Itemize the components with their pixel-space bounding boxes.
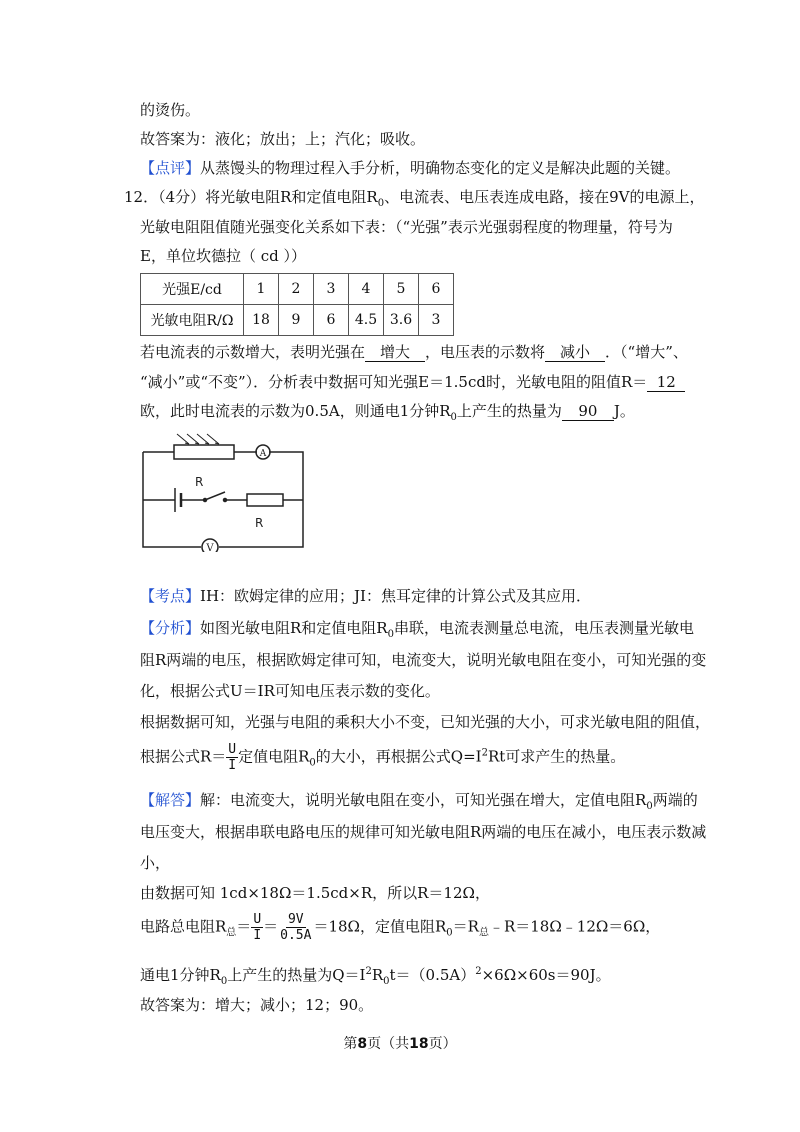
fenxi-tag: 【分析】 (140, 619, 201, 637)
text-line (140, 129, 425, 149)
answer-line (140, 372, 685, 392)
jieda-tag: 【解答】 (140, 791, 201, 809)
photoresistor (174, 434, 234, 459)
text: J。 (613, 402, 635, 420)
text: t＝（0.5A） (389, 966, 476, 984)
ammeter-label: A (259, 449, 267, 459)
text: “减小”或“不变”）．分析表中数据可知光强E＝1.5cd时，光敏电阻的阻值R＝ (140, 373, 648, 391)
kaodian-tag: 【考点】 (140, 587, 201, 605)
denominator: I (253, 928, 262, 943)
table-cell: 3 (314, 274, 349, 305)
voltmeter-label: V (206, 543, 214, 552)
table-header-cell: 光敏电阻R/Ω (141, 305, 244, 336)
text: 电压变大，根据串联电路电压的规律可知光敏电阻R两端的电压在减小，电压表示数减 (140, 823, 707, 841)
resistor-label: R (195, 475, 204, 489)
circuit-diagram (137, 432, 312, 552)
text: E，单位坎德拉（ cd ）） (140, 247, 306, 265)
answer-line (140, 342, 688, 362)
subscript: 0 (446, 927, 453, 939)
text: 上产生的热量为Q＝I (227, 966, 366, 984)
text: Rt可求产生的热量。 (487, 747, 626, 766)
ammeter-icon (256, 445, 270, 459)
text: 的烫伤。 (140, 101, 201, 119)
table-cell: 5 (384, 274, 419, 305)
text: 若电流表的示数增大，表明光强在 (140, 343, 366, 361)
text: 根据数据可知，光强与电阻的乘积大小不变，已知光强的大小，可求光敏电阻的阻值， (140, 713, 711, 731)
text-line (140, 962, 611, 992)
text: ＝ (263, 917, 279, 936)
text: 根据公式R＝ (140, 747, 227, 766)
answer-blank: 90 (562, 402, 614, 421)
formula-line (140, 742, 625, 774)
table-cell: 3 (419, 305, 454, 336)
text: 定值电阻R (238, 747, 310, 766)
text: 电路总电阻R (140, 917, 227, 936)
text: ，电压表的示数将 (425, 343, 546, 361)
text: 阻R两端的电压，根据欧姆定律可知，电流变大，说明光敏电阻在变小，可知光强的变 (140, 651, 707, 669)
superscript: 2 (481, 747, 488, 759)
text: 串联，电流表测量总电流，电压表测量光敏电 (393, 619, 694, 637)
text: ×6Ω×60s＝90J。 (481, 966, 611, 984)
subscript: 总 (226, 927, 237, 939)
table-cell: 9 (279, 305, 314, 336)
text-line (140, 995, 373, 1015)
jieda-line (140, 790, 698, 817)
text: 如图光敏电阻R和定值电阻R (200, 619, 388, 637)
table-row (141, 274, 454, 305)
subscript: 总 (478, 927, 489, 939)
review-tag: 【点评】 (140, 159, 201, 177)
text-line (140, 246, 306, 266)
subscript: 0 (220, 976, 228, 987)
text-line (140, 650, 706, 670)
table-cell: 18 (244, 305, 279, 336)
text: 上产生的热量为 (456, 402, 562, 420)
light-resistance-table (140, 273, 454, 336)
table-cell: 6 (314, 305, 349, 336)
text: 光敏电阻阻值随光强变化关系如下表：（“光强”表示光强弱程度的物理量，符号为 (140, 218, 673, 236)
page-total: 18 (409, 1036, 429, 1052)
text: 由数据可知 1cd×18Ω＝1.5cd×R，所以R＝12Ω， (140, 884, 490, 902)
text: 化，根据公式U＝IR可知电压表示数的变化。 (140, 682, 440, 700)
fraction-u-over-i (251, 912, 263, 943)
text-line (140, 883, 490, 903)
text-line (140, 217, 673, 237)
answer-blank: 减小 (545, 343, 605, 362)
subscript: 0 (387, 629, 394, 640)
text: IH：欧姆定律的应用；JI：焦耳定律的计算公式及其应用． (200, 587, 591, 605)
subscript: 0 (309, 757, 316, 769)
text-line (140, 822, 706, 842)
page-number: 8 (357, 1036, 368, 1052)
table-cell: 4 (349, 274, 384, 305)
text-line (140, 712, 710, 732)
question-12 (124, 187, 705, 214)
table-cell: 4.5 (349, 305, 384, 336)
text-line (140, 853, 170, 873)
text: 12．（4分）将光敏电阻R和定值电阻R (124, 188, 378, 206)
table-header-cell: 光强E/cd (141, 274, 244, 305)
superscript: 2 (475, 966, 482, 977)
table-cell: 1 (244, 274, 279, 305)
text: ＝18Ω，定值电阻R (313, 917, 447, 936)
resistor-label: R (255, 516, 264, 530)
voltmeter-icon (202, 539, 218, 552)
text: R (371, 966, 384, 984)
subscript: 0 (450, 412, 457, 423)
superscript: 2 (365, 966, 372, 977)
subscript: 0 (646, 801, 653, 812)
numerator: U (253, 912, 262, 927)
text: 故答案为：增大；减小；12；90。 (140, 996, 374, 1014)
kaodian-line (140, 586, 591, 606)
review-line (140, 158, 680, 178)
text: ．（“增大”、 (605, 343, 688, 361)
text: 欧，此时电流表的示数为0.5A，则通电1分钟R (140, 402, 451, 420)
text: 、电流表、电压表连成电路，接在9V的电源上， (384, 188, 705, 206)
formula-line (140, 912, 660, 944)
answer-blank: 增大 (365, 343, 425, 362)
subscript: 0 (383, 976, 390, 987)
denominator: I (228, 758, 237, 773)
text: ＝ (236, 917, 252, 936)
text: ＝R (452, 917, 479, 936)
footer-text: 页（共 (367, 1036, 410, 1052)
fraction-9v-over-05a (278, 912, 313, 943)
switch-icon (204, 499, 227, 502)
table-cell: 6 (419, 274, 454, 305)
text: ﹣R＝18Ω﹣12Ω＝6Ω， (488, 917, 661, 936)
battery-icon (175, 488, 181, 512)
table-cell: 3.6 (384, 305, 419, 336)
answer-line (140, 401, 635, 428)
table-cell: 2 (279, 274, 314, 305)
text: 通电1分钟R (140, 966, 221, 984)
text: 小， (140, 854, 171, 872)
text: 的大小，再根据公式Q=I (315, 747, 482, 766)
numerator: U (228, 742, 237, 757)
footer-text: 页） (428, 1036, 457, 1052)
text: 故答案为：液化；放出；上；汽化；吸收。 (140, 130, 426, 148)
subscript: 0 (377, 198, 385, 209)
text: 解：电流变大，说明光敏电阻在变小，可知光强在增大，定值电阻R (200, 791, 647, 809)
text: 两端的 (652, 791, 698, 809)
page-footer (0, 1033, 800, 1053)
fixed-resistor (247, 494, 283, 506)
denominator: 0.5A (280, 928, 312, 943)
table-row (141, 305, 454, 336)
fraction-u-over-i (226, 742, 238, 773)
text-line (140, 100, 200, 120)
text: 从蒸馒头的物理过程入手分析，明确物态变化的定义是解决此题的关键。 (200, 159, 681, 177)
answer-blank: 12 (647, 373, 685, 392)
numerator: 9V (287, 912, 304, 927)
footer-text: 第 (343, 1036, 358, 1052)
fenxi-line (140, 618, 694, 645)
text-line (140, 681, 440, 701)
